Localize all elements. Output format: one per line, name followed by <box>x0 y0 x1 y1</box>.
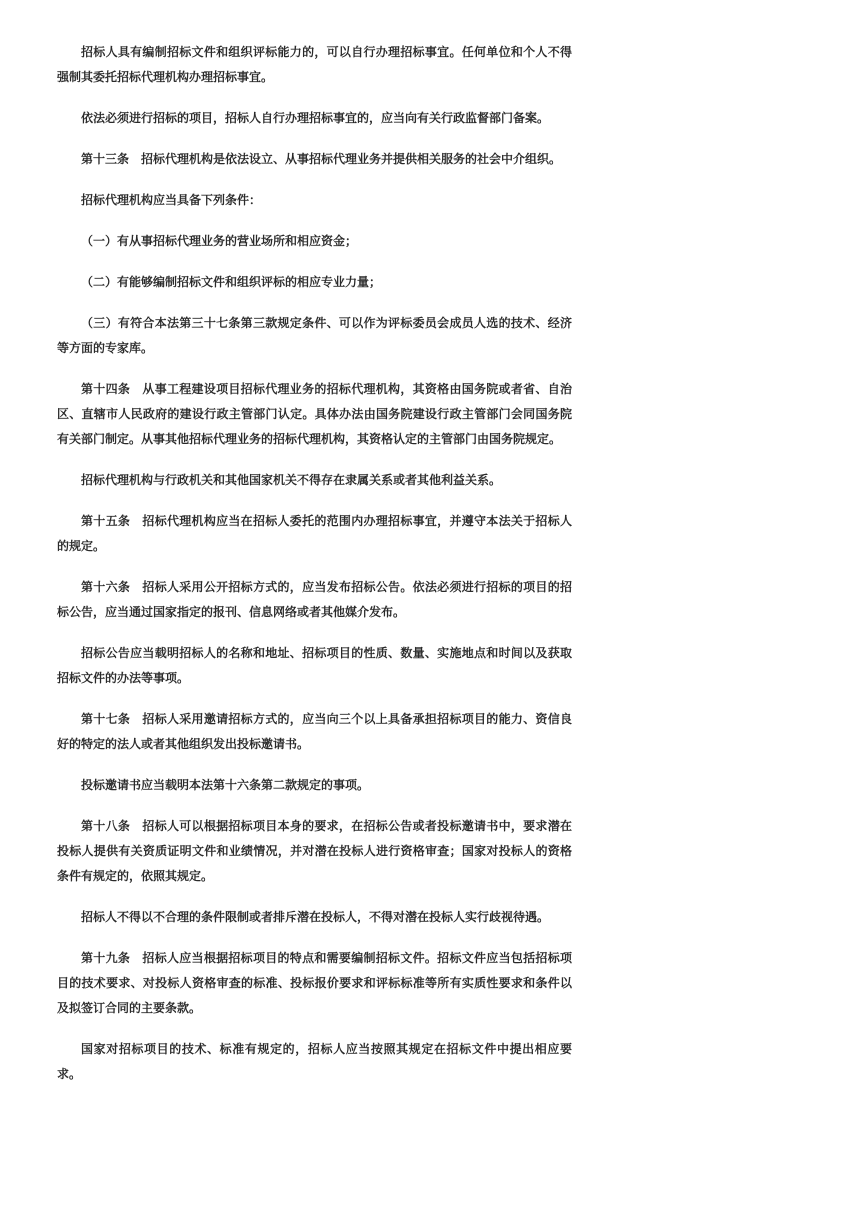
list-item: （一）有从事招标代理业务的营业场所和相应资金； <box>81 234 358 248</box>
article-15-paragraph: 第十五条 招标代理机构应当在招标人委托的范围内办理招标事宜，并遵守本法关于招标人的规定。 <box>57 514 572 553</box>
paragraph: 投标邀请书应当载明本法第十六条第二款规定的事项。 <box>81 778 370 792</box>
article-16-paragraph: 第十六条 招标人采用公开招标方式的，应当发布招标公告。依法必须进行招标的项目的招标公告，应当通过国家指定的报刊、信息网络或者其他媒介发布。 <box>57 580 572 619</box>
paragraph: 国家对招标项目的技术、标准有规定的，招标人应当按照其规定在招标文件中提出相应要求。 <box>57 1042 572 1081</box>
article-14-paragraph: 第十四条 从事工程建设项目招标代理业务的招标代理机构，其资格由国务院或者省、自治区、直辖市人民政府的建设行政主管部门认定。具体办法由国务院建设行政主管部门会同国务院有关部门制定。从事其他招标代理业务的招标代理机构，其资格认定的主管部门由国务院规定。 <box>57 382 572 446</box>
article-13-paragraph: 第十三条 招标代理机构是依法设立、从事招标代理业务并提供相关服务的社会中介组织。 <box>81 152 562 166</box>
paragraph: 招标代理机构与行政机关和其他国家机关不得存在隶属关系或者其他利益关系。 <box>81 473 502 487</box>
paragraph: 招标人不得以不合理的条件限制或者排斥潜在投标人，不得对潜在投标人实行歧视待遇。 <box>81 910 550 924</box>
paragraph: 招标代理机构应当具备下列条件： <box>81 193 262 207</box>
article-19-paragraph: 第十九条 招标人应当根据招标项目的特点和需要编制招标文件。招标文件应当包括招标项目的技术要求、对投标人资格审查的标准、投标报价要求和评标标准等所有实质性要求和条件以及拟签订合同的主要条款。 <box>57 951 572 1015</box>
document-body <box>57 40 572 1103</box>
list-item: （二）有能够编制招标文件和组织评标的相应专业力量； <box>81 275 382 289</box>
paragraph: 招标公告应当载明招标人的名称和地址、招标项目的性质、数量、实施地点和时间以及获取招标文件的办法等事项。 <box>57 646 572 685</box>
list-item: （三）有符合本法第三十七条第三款规定条件、可以作为评标委员会成员人选的技术、经济等方面的专家库。 <box>57 316 572 355</box>
article-18-paragraph: 第十八条 招标人可以根据招标项目本身的要求，在招标公告或者投标邀请书中，要求潜在投标人提供有关资质证明文件和业绩情况，并对潜在投标人进行资格审查；国家对投标人的资格条件有规定的，依照其规定。 <box>57 819 572 883</box>
paragraph: 依法必须进行招标的项目，招标人自行办理招标事宜的，应当向有关行政监督部门备案。 <box>81 111 550 125</box>
paragraph: 招标人具有编制招标文件和组织评标能力的，可以自行办理招标事宜。任何单位和个人不得强制其委托招标代理机构办理招标事宜。 <box>57 45 572 84</box>
article-17-paragraph: 第十七条 招标人采用邀请招标方式的，应当向三个以上具备承担招标项目的能力、资信良好的特定的法人或者其他组织发出投标邀请书。 <box>57 712 572 751</box>
